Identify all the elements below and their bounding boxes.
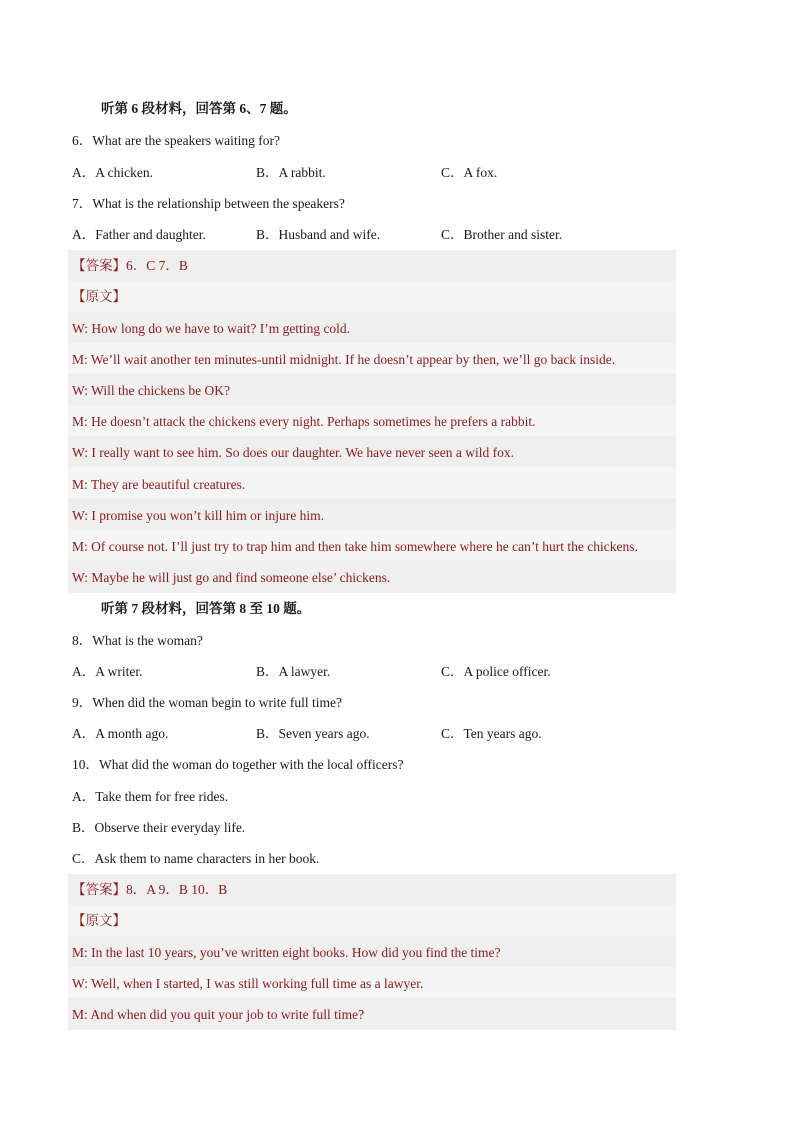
question-6-option-a: A．A chicken. <box>72 165 153 180</box>
question-6-option-c: C．A fox. <box>441 165 498 180</box>
transcript-line: M: He doesn’t attack the chickens every night. Perhaps sometimes he prefers a rabbit. <box>72 414 536 429</box>
question-7-stem: 7．What is the relationship between the speakers? <box>72 196 345 211</box>
question-7-option-a: A．Father and daughter. <box>72 227 206 242</box>
question-9-stem: 9．When did the woman begin to write full time? <box>72 695 342 710</box>
answer-band <box>68 281 676 312</box>
transcript-label-2: 【原文】 <box>72 913 126 928</box>
question-9-option-c: C．Ten years ago. <box>441 726 542 741</box>
transcript-line: W: How long do we have to wait? I’m getting cold. <box>72 321 351 336</box>
question-8-option-c: C．A police officer. <box>441 664 551 679</box>
question-8-option-a: A．A writer. <box>72 664 143 679</box>
transcript-line: W: Well, when I started, I was still working full time as a lawyer. <box>72 976 424 991</box>
question-8-stem: 8．What is the woman? <box>72 633 203 648</box>
question-9-option-b: B．Seven years ago. <box>256 726 370 741</box>
question-8-option-b: B．A lawyer. <box>256 664 331 679</box>
transcript-line: M: And when did you quit your job to write full time? <box>72 1007 365 1022</box>
transcript-line: M: They are beautiful creatures. <box>72 477 246 492</box>
answer-key-1: 【答案】6．C 7．B <box>72 258 188 273</box>
question-10-option-c: C．Ask them to name characters in her book. <box>72 851 320 866</box>
question-6-stem: 6．What are the speakers waiting for? <box>72 133 281 148</box>
question-10-stem: 10．What did the woman do together with the local officers? <box>72 757 404 772</box>
transcript-line: W: I really want to see him. So does our daughter. We have never seen a wild fox. <box>72 445 515 460</box>
transcript-line: W: Maybe he will just go and find someone else’ chickens. <box>72 570 391 585</box>
transcript-line: M: Of course not. I’ll just try to trap him and then take him somewhere where he can’t hurt the chickens. <box>72 539 638 554</box>
question-6-option-b: B．A rabbit. <box>256 165 326 180</box>
question-10-option-a: A．Take them for free rides. <box>72 789 229 804</box>
question-10-option-b: B．Observe their everyday life. <box>72 820 246 835</box>
section-heading-2: 听第 7 段材料，回答第 8 至 10 题。 <box>101 601 311 616</box>
answer-key-2: 【答案】8．A 9．B 10．B <box>72 882 228 897</box>
transcript-line: M: We’ll wait another ten minutes-until midnight. If he doesn’t appear by then, we’ll go back inside. <box>72 352 616 367</box>
question-7-option-b: B．Husband and wife. <box>256 227 381 242</box>
transcript-line: M: In the last 10 years, you’ve written eight books. How did you find the time? <box>72 945 501 960</box>
question-7-option-c: C．Brother and sister. <box>441 227 563 242</box>
section-heading-1: 听第 6 段材料，回答第 6、7 题。 <box>101 101 297 116</box>
transcript-line: W: Will the chickens be OK? <box>72 383 231 398</box>
transcript-line: W: I promise you won’t kill him or injure him. <box>72 508 324 523</box>
question-9-option-a: A．A month ago. <box>72 726 169 741</box>
answer-band <box>68 905 676 936</box>
transcript-label-1: 【原文】 <box>72 289 126 304</box>
